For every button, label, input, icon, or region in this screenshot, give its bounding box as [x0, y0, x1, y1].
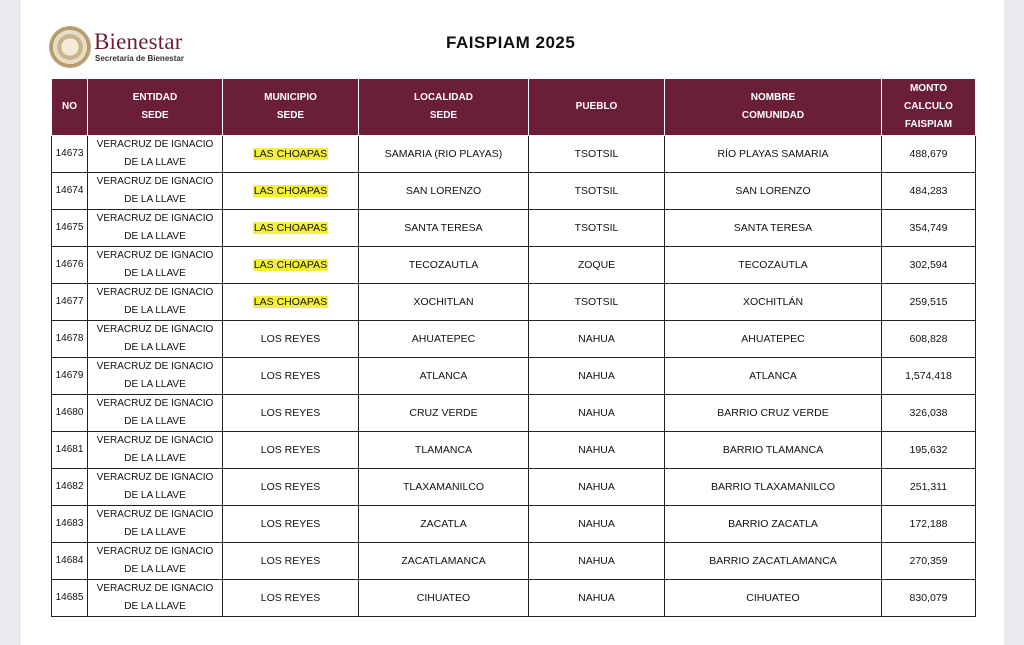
cell-entidad: VERACRUZ DE IGNACIO DE LA LLAVE — [88, 469, 223, 506]
table-row — [52, 173, 976, 210]
cell-municipio: LOS REYES — [223, 543, 359, 580]
cell-municipio — [223, 284, 359, 321]
cell-comunidad: BARRIO CRUZ VERDE — [665, 395, 882, 432]
cell-monto: 302,594 — [882, 247, 976, 284]
cell-no: 14674 — [52, 173, 88, 210]
cell-localidad: TECOZAUTLA — [359, 247, 529, 284]
cell-localidad: SAN LORENZO — [359, 173, 529, 210]
column-header-pueblo: PUEBLO — [529, 79, 665, 136]
cell-localidad: SAMARIA (RIO PLAYAS) — [359, 136, 529, 173]
cell-municipio: LOS REYES — [223, 469, 359, 506]
cell-monto: 195,632 — [882, 432, 976, 469]
cell-entidad: VERACRUZ DE IGNACIO DE LA LLAVE — [88, 358, 223, 395]
cell-municipio — [223, 210, 359, 247]
cell-pueblo: NAHUA — [529, 321, 665, 358]
cell-comunidad: SAN LORENZO — [665, 173, 882, 210]
brand-subtitle: Secretaría de Bienestar — [95, 54, 184, 63]
cell-no: 14682 — [52, 469, 88, 506]
cell-municipio: LOS REYES — [223, 432, 359, 469]
cell-no: 14673 — [52, 136, 88, 173]
cell-pueblo: TSOTSIL — [529, 136, 665, 173]
cell-monto: 1,574,418 — [882, 358, 976, 395]
column-header-comunidad: NOMBRE COMUNIDAD — [665, 79, 882, 136]
cell-localidad: XOCHITLAN — [359, 284, 529, 321]
cell-comunidad: TECOZAUTLA — [665, 247, 882, 284]
cell-entidad: VERACRUZ DE IGNACIO DE LA LLAVE — [88, 543, 223, 580]
cell-monto: 608,828 — [882, 321, 976, 358]
cell-municipio — [223, 247, 359, 284]
cell-monto: 172,188 — [882, 506, 976, 543]
cell-municipio: LOS REYES — [223, 580, 359, 617]
cell-no: 14677 — [52, 284, 88, 321]
table-row — [52, 580, 976, 617]
cell-monto: 251,311 — [882, 469, 976, 506]
cell-comunidad: SANTA TERESA — [665, 210, 882, 247]
cell-localidad: AHUATEPEC — [359, 321, 529, 358]
cell-localidad: ATLANCA — [359, 358, 529, 395]
cell-comunidad: BARRIO ZACATLAMANCA — [665, 543, 882, 580]
table-row — [52, 136, 976, 173]
table-row — [52, 432, 976, 469]
column-header-municipio: MUNICIPIO SEDE — [223, 79, 359, 136]
cell-monto: 259,515 — [882, 284, 976, 321]
table-row — [52, 358, 976, 395]
cell-localidad: TLAMANCA — [359, 432, 529, 469]
national-seal-icon — [49, 26, 91, 68]
cell-no: 14679 — [52, 358, 88, 395]
cell-localidad: CRUZ VERDE — [359, 395, 529, 432]
cell-entidad: VERACRUZ DE IGNACIO DE LA LLAVE — [88, 432, 223, 469]
cell-entidad: VERACRUZ DE IGNACIO DE LA LLAVE — [88, 136, 223, 173]
cell-pueblo: ZOQUE — [529, 247, 665, 284]
cell-monto: 326,038 — [882, 395, 976, 432]
highlighted-text: LAS CHOAPAS — [253, 185, 328, 197]
cell-comunidad: RÍO PLAYAS SAMARIA — [665, 136, 882, 173]
cell-localidad: SANTA TERESA — [359, 210, 529, 247]
table-row — [52, 543, 976, 580]
highlighted-text: LAS CHOAPAS — [253, 296, 328, 308]
cell-no: 14685 — [52, 580, 88, 617]
table-row — [52, 210, 976, 247]
cell-pueblo: TSOTSIL — [529, 173, 665, 210]
table-header-row — [52, 79, 976, 136]
document-title: FAISPIAM 2025 — [446, 33, 576, 52]
cell-monto: 270,359 — [882, 543, 976, 580]
column-header-localidad: LOCALIDAD SEDE — [359, 79, 529, 136]
highlighted-text: LAS CHOAPAS — [253, 259, 328, 271]
bienestar-logo — [49, 26, 199, 68]
cell-comunidad: CIHUATEO — [665, 580, 882, 617]
cell-comunidad: XOCHITLÁN — [665, 284, 882, 321]
cell-pueblo: NAHUA — [529, 543, 665, 580]
cell-no: 14680 — [52, 395, 88, 432]
cell-entidad: VERACRUZ DE IGNACIO DE LA LLAVE — [88, 173, 223, 210]
cell-localidad: TLAXAMANILCO — [359, 469, 529, 506]
highlighted-text: LAS CHOAPAS — [253, 222, 328, 234]
column-header-monto: MONTO CALCULO FAISPIAM — [882, 79, 976, 136]
cell-no: 14684 — [52, 543, 88, 580]
cell-comunidad: BARRIO TLAXAMANILCO — [665, 469, 882, 506]
cell-comunidad: AHUATEPEC — [665, 321, 882, 358]
highlighted-text: LAS CHOAPAS — [253, 148, 328, 160]
cell-no: 14681 — [52, 432, 88, 469]
document-page — [21, 0, 1004, 645]
cell-entidad: VERACRUZ DE IGNACIO DE LA LLAVE — [88, 395, 223, 432]
column-header-no: NO — [52, 79, 88, 136]
cell-entidad: VERACRUZ DE IGNACIO DE LA LLAVE — [88, 247, 223, 284]
cell-monto: 484,283 — [882, 173, 976, 210]
table-row — [52, 469, 976, 506]
cell-localidad: ZACATLAMANCA — [359, 543, 529, 580]
cell-pueblo: NAHUA — [529, 469, 665, 506]
cell-pueblo: NAHUA — [529, 580, 665, 617]
table-row — [52, 247, 976, 284]
cell-entidad: VERACRUZ DE IGNACIO DE LA LLAVE — [88, 580, 223, 617]
cell-monto: 830,079 — [882, 580, 976, 617]
cell-municipio: LOS REYES — [223, 506, 359, 543]
cell-municipio: LOS REYES — [223, 395, 359, 432]
table-row — [52, 395, 976, 432]
column-header-entidad: ENTIDAD SEDE — [88, 79, 223, 136]
cell-localidad: CIHUATEO — [359, 580, 529, 617]
table-body — [52, 136, 976, 617]
cell-entidad: VERACRUZ DE IGNACIO DE LA LLAVE — [88, 210, 223, 247]
cell-pueblo: NAHUA — [529, 506, 665, 543]
cell-no: 14678 — [52, 321, 88, 358]
table-row — [52, 321, 976, 358]
cell-entidad: VERACRUZ DE IGNACIO DE LA LLAVE — [88, 284, 223, 321]
cell-no: 14675 — [52, 210, 88, 247]
cell-pueblo: TSOTSIL — [529, 210, 665, 247]
cell-pueblo: NAHUA — [529, 358, 665, 395]
cell-monto: 354,749 — [882, 210, 976, 247]
cell-municipio — [223, 136, 359, 173]
cell-municipio: LOS REYES — [223, 321, 359, 358]
cell-comunidad: BARRIO ZACATLA — [665, 506, 882, 543]
cell-pueblo: NAHUA — [529, 395, 665, 432]
cell-municipio: LOS REYES — [223, 358, 359, 395]
cell-entidad: VERACRUZ DE IGNACIO DE LA LLAVE — [88, 506, 223, 543]
cell-monto: 488,679 — [882, 136, 976, 173]
cell-municipio — [223, 173, 359, 210]
cell-entidad: VERACRUZ DE IGNACIO DE LA LLAVE — [88, 321, 223, 358]
faispiam-table — [51, 78, 976, 617]
cell-localidad: ZACATLA — [359, 506, 529, 543]
cell-no: 14683 — [52, 506, 88, 543]
cell-comunidad: ATLANCA — [665, 358, 882, 395]
table-row — [52, 284, 976, 321]
cell-comunidad: BARRIO TLAMANCA — [665, 432, 882, 469]
cell-no: 14676 — [52, 247, 88, 284]
cell-pueblo: TSOTSIL — [529, 284, 665, 321]
brand-name: Bienestar — [94, 29, 183, 54]
table-row — [52, 506, 976, 543]
cell-pueblo: NAHUA — [529, 432, 665, 469]
